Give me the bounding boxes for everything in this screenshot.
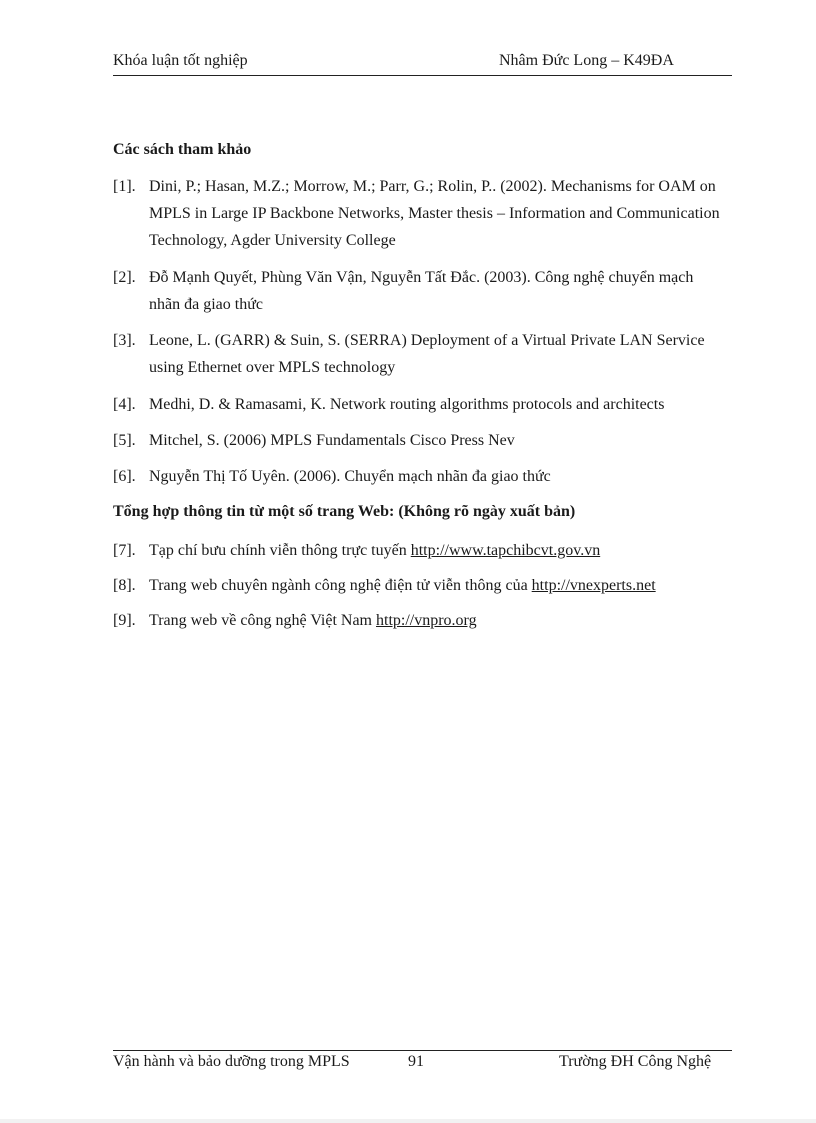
reference-description: Tạp chí bưu chính viễn thông trực tuyến bbox=[149, 542, 411, 559]
reference-item bbox=[113, 572, 723, 599]
reference-text: Mitchel, S. (2006) MPLS Fundamentals Cisco Press Nev bbox=[149, 432, 515, 449]
reference-item bbox=[113, 537, 723, 564]
reference-number: [3]. bbox=[113, 332, 136, 349]
reference-number: [6]. bbox=[113, 468, 136, 485]
reference-text: Dini, P.; Hasan, M.Z.; Morrow, M.; Parr, G.; Rolin, P.. (2002). Mechanisms for OAM on MPLS in Large IP Backbone Networks, Master thesis – Information and Communication Technology, Agder University College bbox=[149, 178, 720, 249]
reference-item bbox=[113, 427, 723, 454]
reference-item bbox=[113, 391, 723, 418]
reference-number: [4]. bbox=[113, 396, 136, 413]
page-footer bbox=[113, 1050, 732, 1074]
reference-text bbox=[113, 537, 723, 564]
reference-text bbox=[113, 572, 723, 599]
header-author: Nhâm Đức Long – K49ĐA bbox=[499, 52, 674, 69]
reference-item bbox=[113, 327, 723, 381]
page-bottom-edge bbox=[0, 1119, 816, 1123]
reference-number: [1]. bbox=[113, 178, 136, 195]
reference-link[interactable]: http://vnpro.org bbox=[376, 612, 477, 629]
reference-description: Trang web chuyên ngành công nghệ điện tử viễn thông của bbox=[149, 577, 532, 594]
reference-text: Leone, L. (GARR) & Suin, S. (SERRA) Deployment of a Virtual Private LAN Service using Ethernet over MPLS technology bbox=[149, 332, 705, 376]
reference-text: Đỗ Mạnh Quyết, Phùng Văn Vận, Nguyễn Tất Đắc. (2003). Công nghệ chuyển mạch nhãn đa giao thức bbox=[149, 269, 694, 313]
reference-number: [5]. bbox=[113, 432, 136, 449]
reference-number: [7]. bbox=[113, 542, 136, 559]
reference-text bbox=[113, 607, 723, 634]
reference-number: [9]. bbox=[113, 612, 136, 629]
reference-text: Medhi, D. & Ramasami, K. Network routing algorithms protocols and architects bbox=[149, 396, 665, 413]
reference-item bbox=[113, 264, 723, 318]
footer-university: Trường ĐH Công Nghệ bbox=[559, 1053, 712, 1070]
reference-item bbox=[113, 607, 723, 634]
footer-subject: Vận hành và bảo dưỡng trong MPLS bbox=[113, 1053, 350, 1070]
reference-description: Trang web về công nghệ Việt Nam bbox=[149, 612, 376, 629]
header-thesis-label: Khóa luận tốt nghiệp bbox=[113, 52, 248, 69]
page-header bbox=[113, 52, 732, 76]
reference-link[interactable]: http://www.tapchibcvt.gov.vn bbox=[410, 542, 601, 559]
books-section-title: Các sách tham khảo bbox=[113, 141, 252, 158]
page-number: 91 bbox=[408, 1053, 424, 1070]
reference-number: [2]. bbox=[113, 269, 136, 286]
reference-item bbox=[113, 463, 723, 490]
reference-text: Nguyễn Thị Tố Uyên. (2006). Chuyển mạch nhãn đa giao thức bbox=[149, 468, 551, 485]
reference-number: [8]. bbox=[113, 577, 136, 594]
reference-link[interactable]: http://vnexperts.net bbox=[531, 577, 656, 594]
web-section-title: Tổng hợp thông tin từ một số trang Web: (Không rõ ngày xuất bản) bbox=[113, 503, 576, 520]
reference-item bbox=[113, 173, 723, 254]
